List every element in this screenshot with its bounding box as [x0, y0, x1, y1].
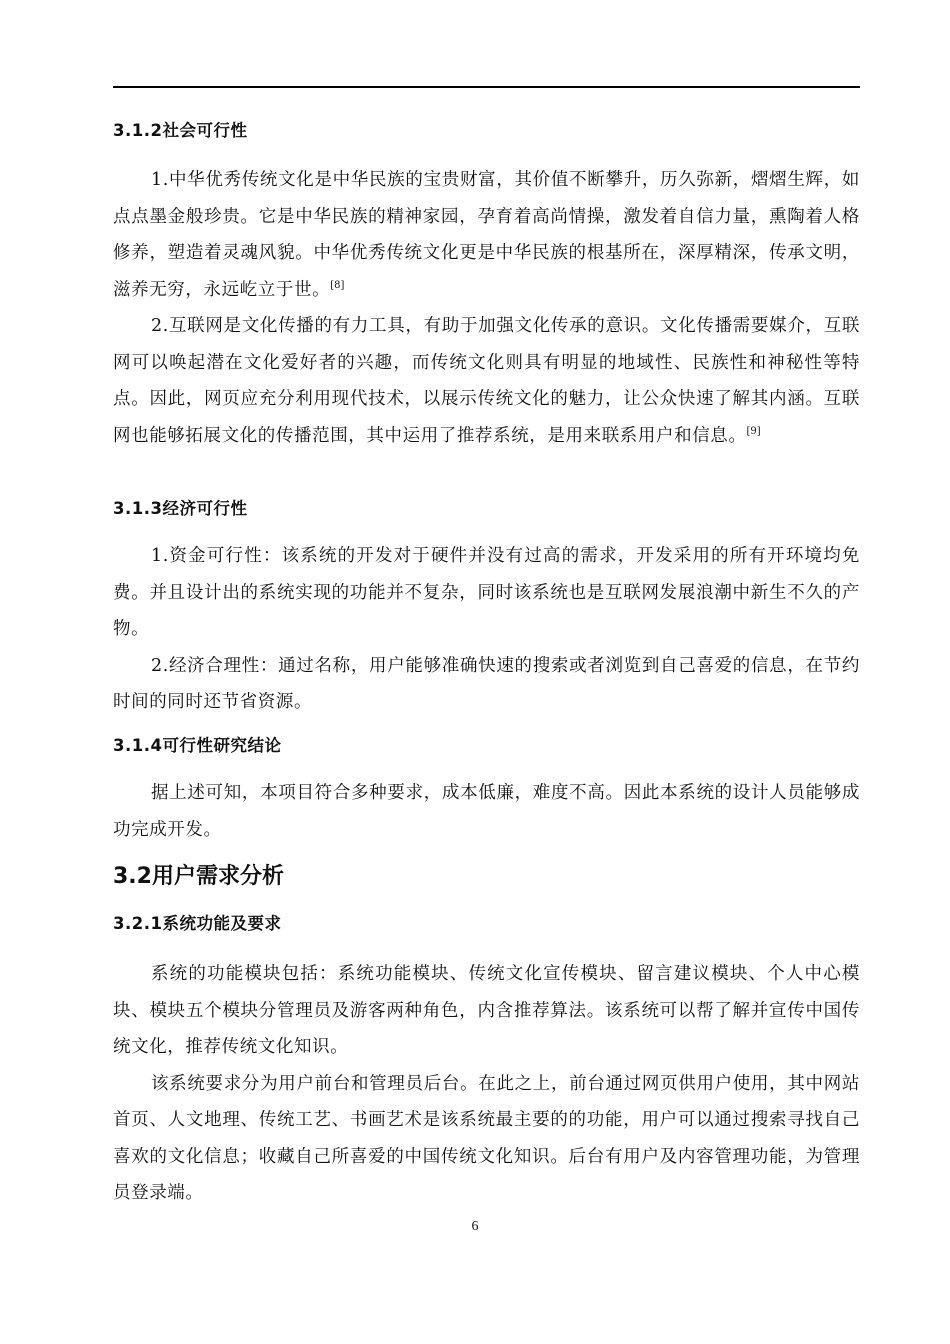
section-3-1-4	[113, 734, 860, 758]
chapter-heading: 3.2用户需求分析	[113, 864, 284, 889]
paragraph: 2.经济合理性：通过名称，用户能够准确快速的搜索或者浏览到自己喜爱的信息，在节约时间的同时还节省资源。	[113, 655, 860, 712]
paragraph: 系统的功能模块包括：系统功能模块、传统文化宣传模块、留言建议模块、个人中心模块、模块五个模块分管理员及游客两种角色，内含推荐算法。该系统可以帮了解并宣传中国传统文化，推荐传统文化知识。	[113, 964, 860, 1057]
header-rule	[113, 86, 860, 88]
section-heading: 3.2.1系统功能及要求	[113, 914, 282, 933]
paragraph: 1.资金可行性：该系统的开发对于硬件并没有过高的需求，开发采用的所有开环境均免费。并且设计出的系统实现的功能并不复杂，同时该系统也是互联网发展浪潮中新生不久的产物。	[113, 546, 860, 639]
paragraph: 据上述可知，本项目符合多种要求，成本低廉，难度不高。因此本系统的设计人员能够成功完成开发。	[113, 783, 860, 840]
section-3-1-2-body	[113, 162, 860, 454]
paragraph: 该系统要求分为用户前台和管理员后台。在此之上，前台通过网页供用户使用，其中网站首页、人文地理、传统工艺、书画艺术是该系统最主要的的功能，用户可以通过搜索寻找自己喜欢的文化信息；收藏自己所喜爱的中国传统文化知识。后台有用户及内容管理功能，为管理员登录端。	[113, 1073, 860, 1203]
section-heading: 3.1.4可行性研究结论	[113, 736, 282, 755]
section-3-1-3	[113, 497, 860, 521]
section-3-1-3-body	[113, 538, 860, 721]
paragraph-text: 2.互联网是文化传播的有力工具，有助于加强文化传承的意识。文化传播需要媒介，互联网可以唤起潜在文化爱好者的兴趣，而传统文化则具有明显的地域性、民族性和神秘性等特点。因此，网页应充分利用现代技术，以展示传统文化的魅力，让公众快速了解其内涵。互联网也能够拓展文化的传播范围，其中运用了推荐系统，是用来联系用户和信息。	[113, 316, 860, 446]
section-3-2-1	[113, 912, 860, 936]
section-3-2-1-body	[113, 956, 860, 1212]
section-3-1-4-body	[113, 775, 860, 848]
section-3-1-2	[113, 119, 860, 143]
page-number: 6	[471, 1219, 479, 1234]
paragraph-text: 1.中华优秀传统文化是中华民族的宝贵财富，其价值不断攀升，历久弥新，熠熠生辉，如点点墨金般珍贵。它是中华民族的精神家园，孕育着高尚情操，激发着自信力量，熏陶着人格修养，塑造着灵魂风貌。中华优秀传统文化更是中华民族的根基所在，深厚精深，传承文明，滋养无穷，永远屹立于世。	[113, 170, 860, 300]
citation: [8]	[330, 279, 345, 291]
section-heading: 3.1.3经济可行性	[113, 499, 248, 518]
section-heading: 3.1.2社会可行性	[113, 121, 248, 140]
citation: [9]	[746, 425, 761, 437]
paragraph	[113, 308, 860, 454]
section-3-2	[113, 862, 860, 892]
paragraph	[113, 162, 860, 308]
